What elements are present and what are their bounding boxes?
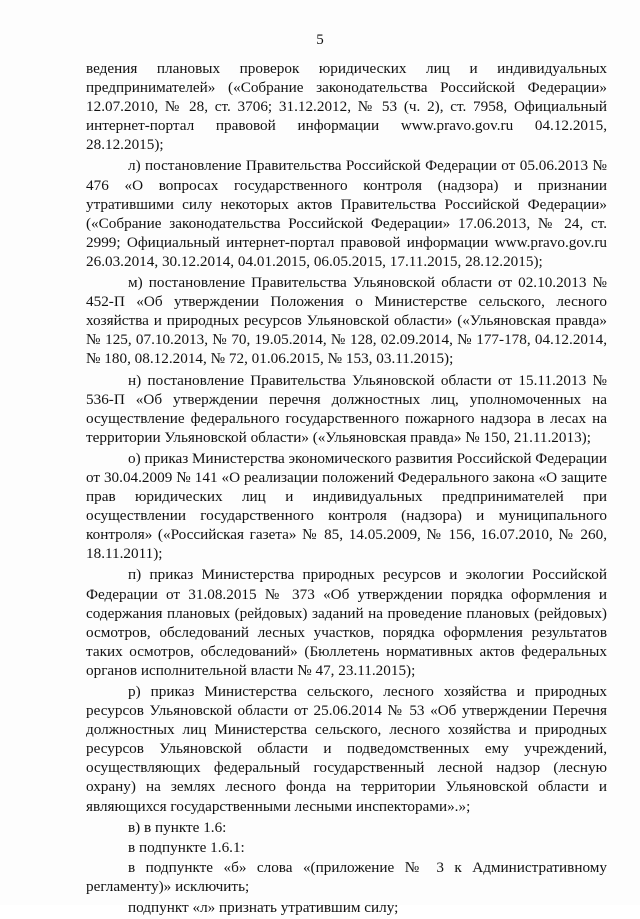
paragraph-item-p: п) приказ Министерства природных ресурсов и экологии Российской Федерации от 31.08.2015 № 373 «Об утверждении порядка оформления и содержания плановых (рейдовых) заданий на проведение плановых (рейдовых) осмотров, обследований лесных участков, порядка оформления результатов таких осмотров, обследований» (Бюллетень нормативных актов федеральных органов исполнительной власти № 47, 23.11.2015); xyxy=(86,566,607,679)
paragraph-item-l: л) постановление Правительства Российской Федерации от 05.06.2013 № 476 «О вопросах государственного контроля (надзора) и признании утратившими силу некоторых актов Правительства Российской Федерации» («Собрание законодательства Российской Федерации» 17.06.2013, № 24, ст. 2999; Официальный интернет-портал правовой информации www.pravo.gov.ru 26.03.2014, 30.12.2014, 04.01.2015, 06.05.2015, 17.11.2015, 28.12.2015); xyxy=(86,157,607,270)
paragraph-item-o: о) приказ Министерства экономического развития Российской Федерации от 30.04.2009 № 141 «О реализации положений Федерального закона «О защите прав юридических лиц и индивидуальных предпринимателей при осуществлении государственного контроля (надзора) и муниципального контроля» («Российская газета» № 85, 14.05.2009, № 156, 16.07.2010, № 260, 18.11.2011); xyxy=(86,449,607,563)
paragraph-item-n: н) постановление Правительства Ульяновской области от 15.11.2013 № 536-П «Об утверждении перечня должностных лиц, уполномоченных на осуществление федерального государственного пожарного надзора в лесах на территории Ульяновской области» («Ульяновская правда» № 150, 21.11.2013); xyxy=(86,371,607,446)
paragraph-subpoint-b: в подпункте «б» слова «(приложение № 3 к Административному регламенту)» исключить; xyxy=(86,858,607,895)
paragraph-subpoint-l: подпункт «л» признать утратившим силу; xyxy=(128,899,399,917)
document-body xyxy=(86,59,607,919)
paragraph-subpoint-1-6-1: в подпункте 1.6.1: xyxy=(128,838,245,856)
page-number: 5 xyxy=(316,32,324,48)
paragraph-item-m: м) постановление Правительства Ульяновской области от 02.10.2013 № 452-П «Об утверждении Положения о Министерстве сельского, лесного хозяйства и природных ресурсов Ульяновской области» («Ульяновская правда» № 125, 07.10.2013, № 70, 19.05.2014, № 128, 02.09.2014, № 177-178, 04.12.2014, № 180, 08.12.2014, № 72, 01.06.2015, № 153, 03.11.2015); xyxy=(86,274,607,368)
paragraph-item-r: р) приказ Министерства сельского, лесного хозяйства и природных ресурсов Ульяновской области от 25.06.2014 № 53 «Об утверждении Перечня должностных лиц Министерства сельского, лесного хозяйства и природных ресурсов Ульяновской области и подведомственных ему учреждений, осуществляющих федеральный государственный лесной надзор (лесную охрану) на землях лесного фонда на территории Ульяновской области и являющихся государственными лесными инспекторами».»; xyxy=(86,683,607,815)
paragraph-item-v: в) в пункте 1.6: xyxy=(128,818,227,836)
paragraph-continuation: ведения плановых проверок юридических лиц и индивидуальных предпринимателей» («Собрание законодательства Российской Федерации» 12.07.2010, № 28, ст. 3706; 31.12.2012, № 53 (ч. 2), ст. 7958, Официальный интернет-портал правовой информации www.pravo.gov.ru 04.12.2015, 28.12.2015); xyxy=(86,60,607,154)
